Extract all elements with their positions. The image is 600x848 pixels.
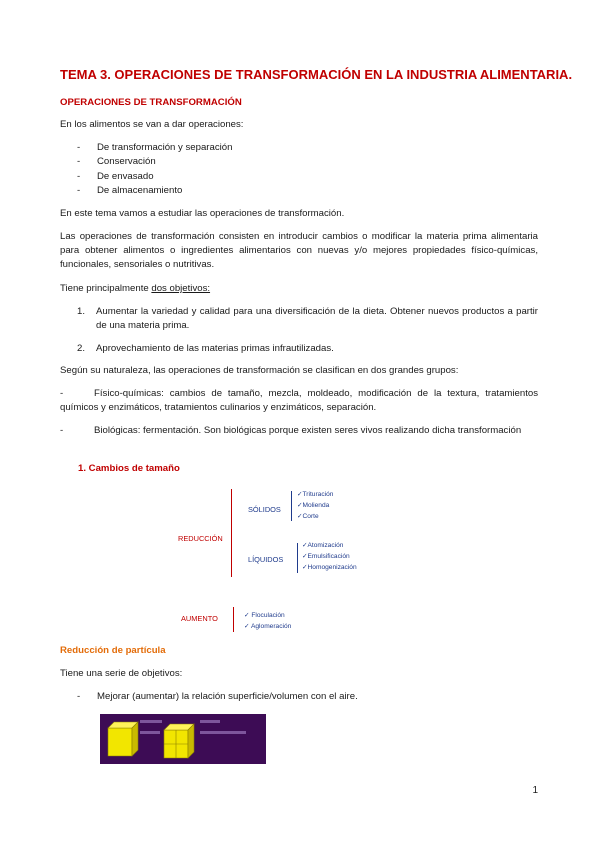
paragraph: Tiene principalmente dos objetivos: <box>60 283 211 294</box>
paragraph: En este tema vamos a estudiar las operaciones de transformación. <box>60 208 345 219</box>
diagram-liquidos: LÍQUIDOS <box>248 555 284 564</box>
page-title: TEMA 3. OPERACIONES DE TRANSFORMACIÓN EN LA INDUSTRIA ALIMENTARIA. <box>60 67 573 82</box>
list-item: - Conservación <box>77 156 156 167</box>
diagram-item: ✓ Aglomeración <box>244 623 292 630</box>
list-item: - De almacenamiento <box>77 185 183 196</box>
paragraph: Tiene una serie de objetivos: <box>60 668 183 679</box>
diagram-solidos: SÓLIDOS <box>248 505 281 514</box>
diagram-item: ✓Trituración <box>297 491 334 498</box>
diagram-item: ✓Atomización <box>302 542 344 549</box>
list-item: 1. Aumentar la variedad y calidad para una diversificación de la dieta. Obtener nuevos productos a partir de una materia prima. <box>77 306 538 331</box>
diagram-item: ✓Corte <box>297 513 319 520</box>
diagram-item: ✓Homogenización <box>302 564 357 571</box>
group-item: - Biológicas: fermentación. Son biológicas porque existen seres vivos realizando dicha transformación <box>60 425 522 436</box>
cube-drawing <box>100 714 266 764</box>
subheading-reduccion: Reducción de partícula <box>60 645 166 656</box>
paragraph: Las operaciones de transformación consisten en introducir cambios o modificar la materia prima alimentaria para obtener alimentos o ingredientes alimentarios con nuevas y/o mejores propiedades físico-químicas, funcionales, sensoriales o nutritivas. <box>60 231 538 270</box>
intro-text: En los alimentos se van a dar operaciones: <box>60 119 244 130</box>
page-number: 1 <box>532 784 538 796</box>
subheading-cambios: 1. Cambios de tamaño <box>78 463 180 474</box>
diagram-item: ✓ Floculación <box>244 612 285 619</box>
bracket <box>297 543 298 573</box>
cube-illustration <box>100 714 266 764</box>
list-item: - De transformación y separación <box>77 142 233 153</box>
list-item: - Mejorar (aumentar) la relación superficie/volumen con el aire. <box>77 691 358 702</box>
diagram-item: ✓Molienda <box>297 502 330 509</box>
section-heading: OPERACIONES DE TRANSFORMACIÓN <box>60 97 242 108</box>
list-item: 2. Aprovechamiento de las materias primas infrautilizadas. <box>77 343 334 354</box>
diagram-aumento: AUMENTO <box>181 614 218 623</box>
diagram-item: ✓Emulsificación <box>302 553 350 560</box>
paragraph: Según su naturaleza, las operaciones de transformación se clasifican en dos grandes grupos: <box>60 365 459 376</box>
list-item: - De envasado <box>77 171 154 182</box>
group-item: - Físico-químicas: cambios de tamaño, mezcla, moldeado, modificación de la textura, tratamientos químicos y enzimáticos, tratamientos culinarios y enzimáticos, separación. <box>60 388 538 413</box>
bracket <box>233 607 234 632</box>
diagram-reduccion: REDUCCIÓN <box>178 534 223 543</box>
bracket <box>231 489 232 577</box>
bracket <box>291 491 292 521</box>
